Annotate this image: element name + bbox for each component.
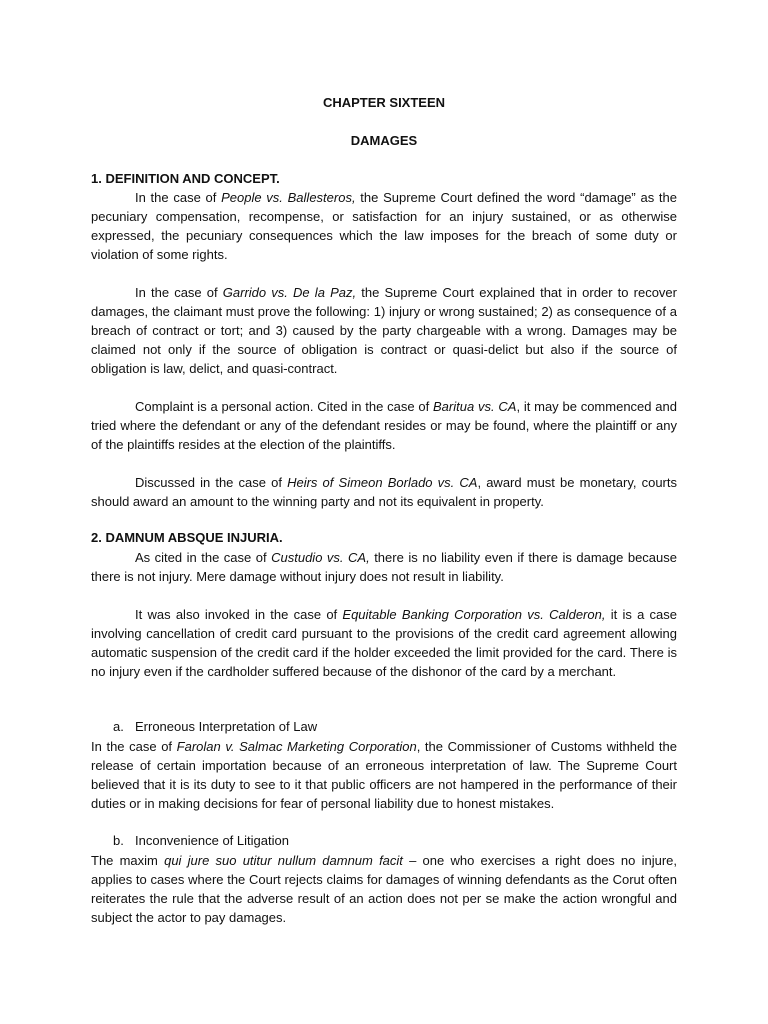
case-name: Farolan v. Salmac Marketing Corporation: [176, 739, 417, 754]
list-item-b: [113, 833, 289, 848]
case-name: Baritua vs. CA: [433, 399, 517, 414]
case-name: Custudio vs. CA,: [271, 550, 370, 565]
list-item-label: Erroneous Interpretation of Law: [135, 719, 318, 734]
case-name: Garrido vs. De la Paz,: [222, 285, 357, 300]
section-2-paragraph-2: It was also invoked in the case of Equitable Banking Corporation vs. Calderon, it is a case involving cancellation of credit card pursuant to the provisions of the credit card agreement allowing automatic suspension of the credit card if the holder exceeded the limit provided for the card. There is no injury even if the cardholder suffered because of the dishonor of the card by a merchant.: [91, 607, 678, 679]
chapter-title: CHAPTER SIXTEEN: [322, 95, 446, 110]
case-name: People vs. Ballesteros,: [221, 190, 356, 205]
section-2-paragraph-1: As cited in the case of Custudio vs. CA, there is no liability even if there is damage because there is not injury. Mere damage without injury does not result in liability.: [91, 550, 677, 584]
section-1-heading: 1. DEFINITION AND CONCEPT.: [91, 171, 280, 186]
latin-maxim: qui jure suo utitur nullum damnum facit: [164, 853, 403, 868]
case-name: Heirs of Simeon Borlado vs. CA: [287, 475, 478, 490]
section-1-paragraph-1: In the case of People vs. Ballesteros, the Supreme Court defined the word “damage” as the pecuniary compensation, recompense, or satisfaction for an injury sustained, or as otherwise expressed, the pecuniary consequences which the law imposes for the breach of some duty or violation of some rights.: [91, 190, 677, 262]
section-1-paragraph-2: In the case of Garrido vs. De la Paz, the Supreme Court explained that in order to recover damages, the claimant must prove the following: 1) injury or wrong sustained; 2) as consequence of a breach of contract or tort; and 3) caused by the party chargeable with a wrong. Damages may be claimed not only if the source of obligation is contract or quasi-delict but also if the source of obligation is law, delict, and quasi-contract.: [91, 285, 677, 376]
list-marker: b.: [113, 833, 124, 848]
item-a-paragraph: In the case of Farolan v. Salmac Marketing Corporation, the Commissioner of Customs withheld the release of certain importation because of an erroneous interpretation of law. The Supreme Court believed that it is its duty to see to it that public officers are not hampered in the performance of their duties or in making decisions for fear of personal liability due to honest mistakes.: [91, 739, 677, 811]
case-name: Equitable Banking Corporation vs. Calderon,: [342, 607, 606, 622]
section-1-paragraph-4: Discussed in the case of Heirs of Simeon Borlado vs. CA, award must be monetary, courts should award an amount to the winning party and not its equivalent in property.: [91, 475, 677, 509]
list-item-label: Inconvenience of Litigation: [135, 833, 289, 848]
list-marker: a.: [113, 719, 124, 734]
subject-title: DAMAGES: [350, 133, 418, 148]
section-1-paragraph-3: Complaint is a personal action. Cited in the case of Baritua vs. CA, it may be commenced and tried where the defendant or any of the defendant resides or may be found, where the plaintiff or any of the plaintiffs resides at the election of the plaintiffs.: [91, 399, 677, 452]
item-b-paragraph: The maxim qui jure suo utitur nullum damnum facit – one who exercises a right does no injure, applies to cases where the Court rejects claims for damages of winning defendants as the Corut often reiterates the rule that the adverse result of an action does not per se make the action wrongful and subject the actor to pay damages.: [91, 853, 677, 925]
list-item-a: [113, 719, 317, 734]
section-2-heading: 2. DAMNUM ABSQUE INJURIA.: [91, 530, 283, 545]
